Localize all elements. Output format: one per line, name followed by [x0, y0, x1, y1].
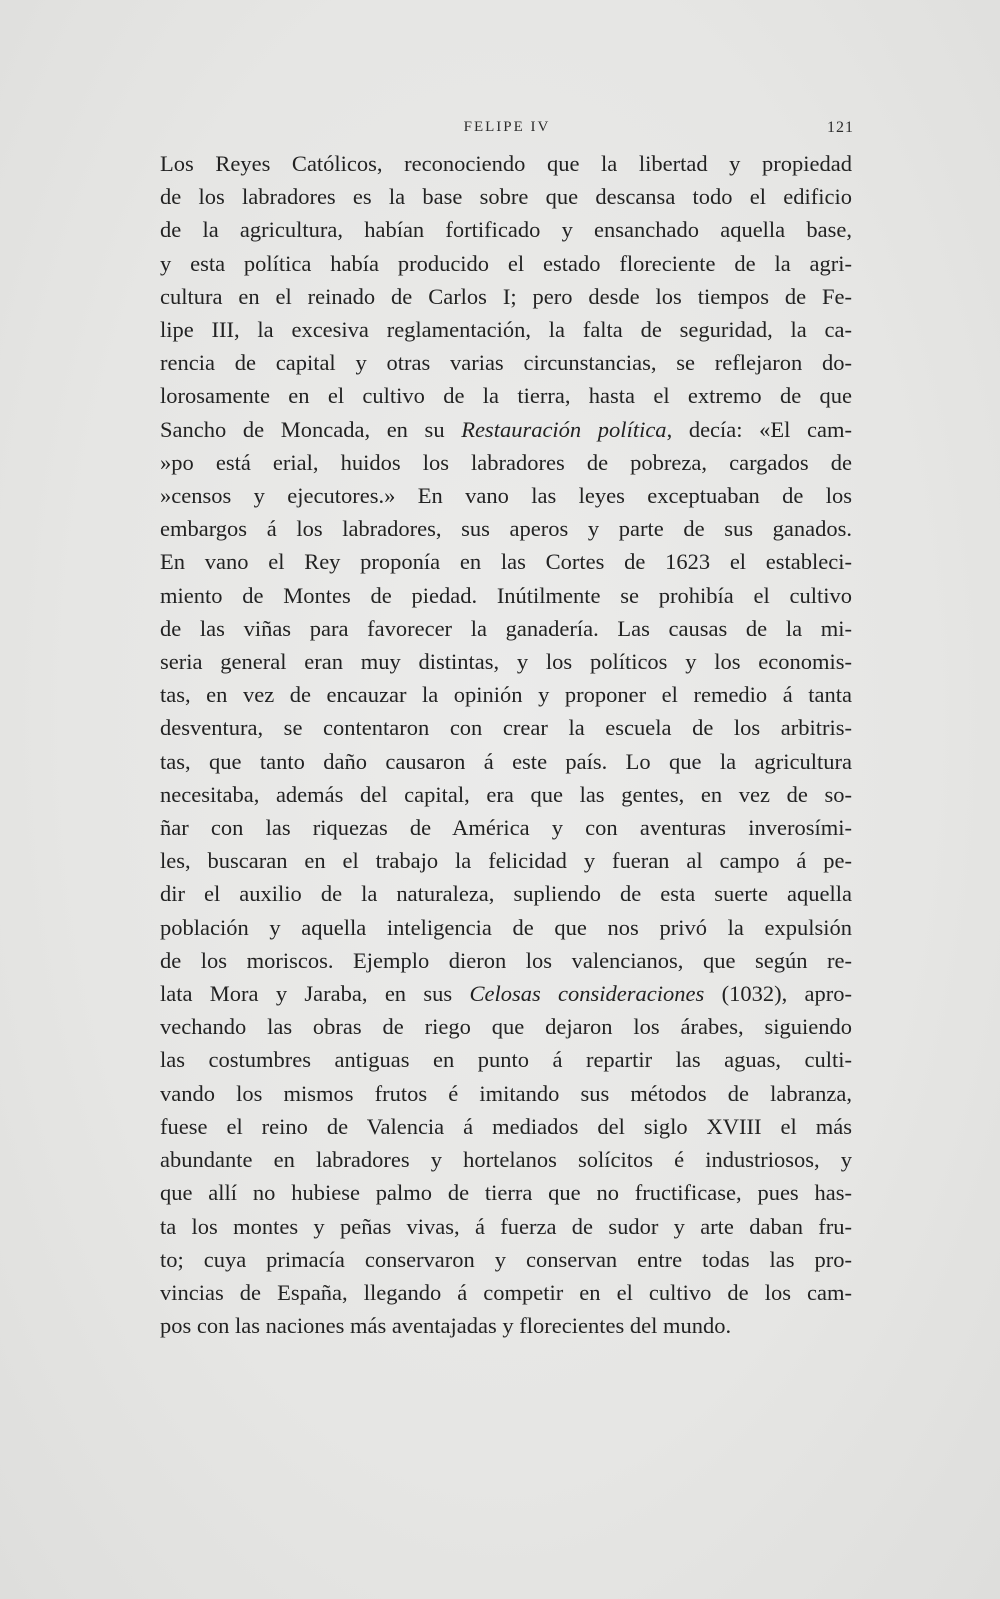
text-line: [160, 1043, 852, 1076]
text-segment: to; cuya primacía conservaron y conservan entre todas las pro-: [160, 1246, 852, 1272]
text-line: [160, 446, 852, 479]
text-line: [160, 877, 852, 910]
text-line: [160, 645, 852, 678]
text-segment: tas, que tanto daño causaron á este país. Lo que la agricultura: [160, 748, 852, 774]
text-line: [160, 313, 852, 346]
text-segment: desventura, se contentaron con crear la escuela de los arbitris-: [160, 715, 852, 741]
text-line: [160, 1243, 852, 1276]
text-segment: (1032), apro-: [704, 981, 852, 1007]
text-line: [160, 612, 852, 645]
text-segment: les, buscaran en el trabajo la felicidad y fueran al campo á pe-: [160, 848, 852, 874]
text-segment: embargos á los labradores, sus aperos y parte de sus ganados.: [160, 516, 852, 542]
text-line: [160, 213, 852, 246]
text-segment: lipe III, la excesiva reglamentación, la falta de seguridad, la ca-: [160, 317, 852, 343]
text-line: [160, 911, 852, 944]
text-line: [160, 1276, 852, 1309]
italic-title: Restauración política: [461, 416, 667, 442]
text-segment: seria general eran muy distintas, y los políticos y los economis-: [160, 649, 852, 675]
text-segment: ñar con las riquezas de América y con aventuras inverosími-: [160, 815, 852, 841]
body-text: [160, 147, 852, 1342]
text-segment: población y aquella inteligencia de que nos privó la expulsión: [160, 914, 852, 940]
text-line: [160, 944, 852, 977]
text-segment: lata Mora y Jaraba, en sus: [160, 981, 470, 1007]
text-segment: dir el auxilio de la naturaleza, supliendo de esta suerte aquella: [160, 881, 852, 907]
text-segment: »po está erial, huidos los labradores de pobreza, cargados de: [160, 449, 852, 475]
text-segment: necesitaba, además del capital, era que las gentes, en vez de so-: [160, 781, 852, 807]
text-segment: , decía: «El cam-: [666, 416, 852, 442]
text-line: [160, 413, 852, 446]
text-segment: de las viñas para favorecer la ganadería. Las causas de la mi-: [160, 615, 852, 641]
text-segment: En vano el Rey proponía en las Cortes de 1623 el estableci-: [160, 549, 852, 575]
text-line: [160, 1143, 852, 1176]
text-line: [160, 711, 852, 744]
text-segment: tas, en vez de encauzar la opinión y proponer el remedio á tanta: [160, 682, 852, 708]
running-head: [160, 119, 854, 143]
text-line: [160, 778, 852, 811]
text-segment: rencia de capital y otras varias circunstancias, se reflejaron do-: [160, 350, 852, 376]
text-line: [160, 977, 852, 1010]
text-segment: y esta política había producido el estado floreciente de la agri-: [160, 250, 852, 276]
text-segment: las costumbres antiguas en punto á repartir las aguas, culti-: [160, 1047, 852, 1073]
text-line: [160, 1309, 852, 1342]
text-segment: de los moriscos. Ejemplo dieron los valencianos, que según re-: [160, 947, 852, 973]
text-line: [160, 545, 852, 578]
text-segment: ta los montes y peñas vivas, á fuerza de sudor y arte daban fru-: [160, 1213, 852, 1239]
text-segment: que allí no hubiese palmo de tierra que no fructificase, pues has-: [160, 1180, 852, 1206]
text-line: [160, 1210, 852, 1243]
running-head-title: FELIPE IV: [463, 119, 551, 135]
text-line: [160, 247, 852, 280]
text-line: [160, 1010, 852, 1043]
text-segment: de la agricultura, habían fortificado y ensanchado aquella base,: [160, 217, 852, 243]
text-line: [160, 512, 852, 545]
text-line: [160, 1077, 852, 1110]
text-segment: miento de Montes de piedad. Inútilmente se prohibía el cultivo: [160, 582, 852, 608]
text-segment: vincias de España, llegando á competir en el cultivo de los cam-: [160, 1279, 852, 1305]
text-segment: abundante en labradores y hortelanos solícitos é industriosos, y: [160, 1147, 852, 1173]
text-line: [160, 745, 852, 778]
text-segment: lorosamente en el cultivo de la tierra, hasta el extremo de que: [160, 383, 852, 409]
text-segment: Los Reyes Católicos, reconociendo que la libertad y propiedad: [160, 151, 852, 176]
text-line: [160, 346, 852, 379]
text-segment: vando los mismos frutos é imitando sus métodos de labranza,: [160, 1080, 852, 1106]
text-segment: vechando las obras de riego que dejaron los árabes, siguiendo: [160, 1014, 852, 1040]
text-segment: de los labradores es la base sobre que descansa todo el edificio: [160, 184, 852, 210]
text-segment: Sancho de Moncada, en su: [160, 416, 462, 442]
text-segment: cultura en el reinado de Carlos I; pero desde los tiempos de Fe-: [160, 283, 852, 309]
text-line: [160, 147, 852, 180]
italic-title: Celosas consideraciones: [469, 981, 705, 1007]
text-line: [160, 844, 852, 877]
text-line: [160, 1110, 852, 1143]
text-line: [160, 280, 852, 313]
page-number: 121: [827, 119, 854, 136]
text-line: [160, 1176, 852, 1209]
text-line: [160, 579, 852, 612]
text-segment: pos con las naciones más aventajadas y florecientes del mundo.: [160, 1313, 732, 1339]
text-line: [160, 379, 852, 412]
text-segment: fuese el reino de Valencia á mediados del siglo XVIII el más: [160, 1113, 852, 1139]
text-line: [160, 479, 852, 512]
text-line: [160, 811, 852, 844]
text-segment: »censos y ejecutores.» En vano las leyes exceptuaban de los: [160, 483, 852, 509]
text-line: [160, 180, 852, 213]
text-line: [160, 678, 852, 711]
